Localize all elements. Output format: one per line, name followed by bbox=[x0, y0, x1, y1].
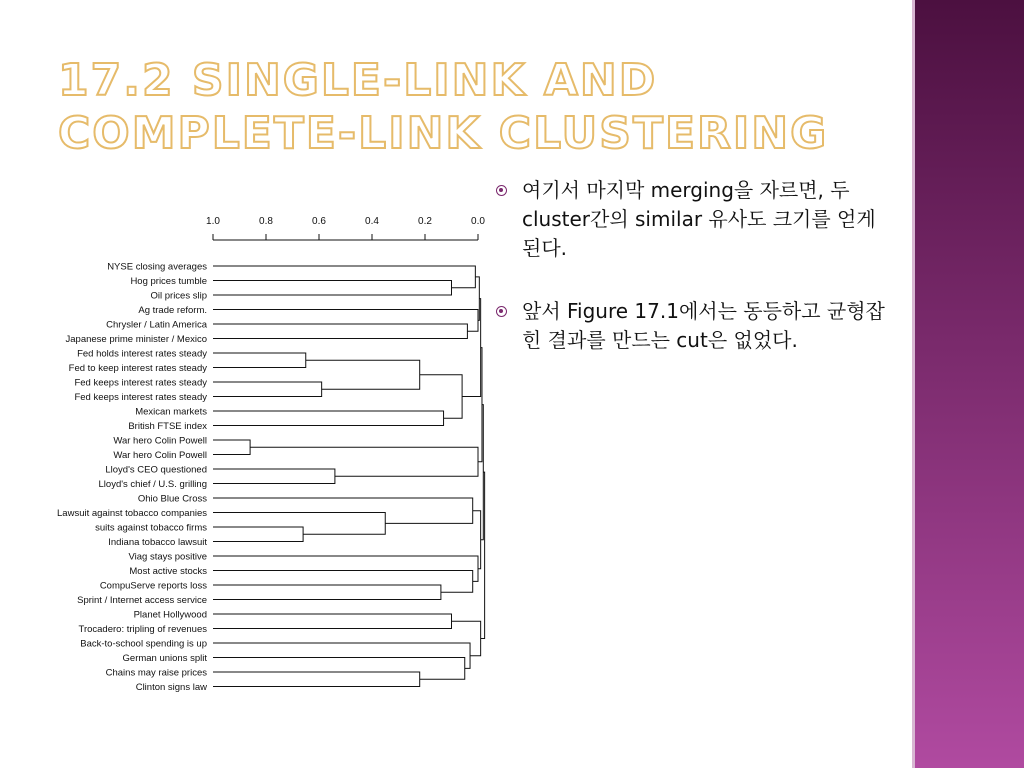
leaf-label: Hog prices tumble bbox=[130, 276, 207, 287]
dendrogram-link bbox=[213, 614, 452, 629]
leaf-label: Ohio Blue Cross bbox=[137, 493, 207, 505]
dendrogram-link bbox=[473, 511, 481, 569]
circled-dot-icon bbox=[496, 185, 507, 196]
leaf-label: War hero Colin Powell bbox=[113, 435, 207, 447]
dendrogram-link bbox=[213, 643, 470, 668]
dendrogram-link bbox=[213, 266, 475, 288]
dendrogram-link bbox=[213, 469, 335, 484]
dendrogram-link bbox=[452, 621, 481, 655]
side-band-edge bbox=[912, 0, 915, 768]
axis-tick-label: 0.0 bbox=[471, 216, 485, 227]
axis-tick-label: 0.2 bbox=[418, 216, 432, 227]
bullet-list bbox=[494, 176, 886, 389]
leaf-label: Clinton signs law bbox=[135, 682, 207, 693]
leaf-label: Lawsuit against tobacco companies bbox=[57, 508, 207, 519]
bullet-item-2 bbox=[494, 297, 886, 355]
dendrogram-link bbox=[213, 571, 473, 593]
bullet-text-1: 여기서 마지막 merging을 자르면, 두 cluster간의 similar 유사도 크기를 얻게 된다. bbox=[522, 178, 876, 260]
dendrogram-link bbox=[481, 472, 485, 638]
dendrogram-link bbox=[213, 324, 467, 339]
slide-title: 17.2 SINGLE-LINK AND COMPLETE-LINK CLUSTERING bbox=[58, 55, 829, 159]
dendrogram-link bbox=[213, 556, 478, 581]
leaf-label: Viag stays positive bbox=[128, 551, 207, 563]
axis-tick-label: 0.4 bbox=[365, 216, 379, 227]
leaf-label: War hero Colin Powell bbox=[113, 450, 207, 461]
leaf-label: Trocadero: tripling of revenues bbox=[78, 624, 207, 635]
leaf-label: Back-to-school spending is up bbox=[80, 638, 207, 650]
leaf-label: Oil prices slip bbox=[150, 290, 207, 302]
circled-dot-icon bbox=[496, 306, 507, 317]
bullet-text-2: 앞서 Figure 17.1에서는 동등하고 균형잡힌 결과를 만드는 cut은 없었다. bbox=[522, 299, 885, 352]
dendrogram-chart bbox=[0, 0, 500, 720]
leaf-label: Chrysler / Latin America bbox=[106, 319, 207, 331]
leaf-label: Ag trade reform. bbox=[138, 305, 207, 316]
dendrogram-link bbox=[213, 498, 473, 523]
leaf-label: Fed keeps interest rates steady bbox=[74, 377, 207, 389]
leaf-label: Planet Hollywood bbox=[133, 609, 207, 621]
dendrogram-link bbox=[306, 360, 420, 389]
leaf-label: Chains may raise prices bbox=[105, 667, 207, 679]
axis-tick-label: 1.0 bbox=[206, 216, 220, 227]
dendrogram-link bbox=[213, 353, 306, 368]
dendrogram-link bbox=[475, 277, 479, 321]
decorative-side-band bbox=[912, 0, 1024, 768]
leaf-label: Sprint / Internet access service bbox=[77, 595, 207, 606]
leaf-label: Fed holds interest rates steady bbox=[77, 348, 207, 360]
dendrogram-link bbox=[250, 447, 478, 476]
dendrogram-link bbox=[213, 281, 452, 296]
leaf-label: NYSE closing averages bbox=[107, 261, 207, 273]
leaf-label: Lloyd's CEO questioned bbox=[105, 464, 207, 476]
dendrogram-link bbox=[213, 513, 385, 535]
leaf-label: British FTSE index bbox=[128, 421, 207, 432]
leaf-label: Lloyd's chief / U.S. grilling bbox=[98, 479, 207, 490]
leaf-label: CompuServe reports loss bbox=[99, 580, 207, 592]
axis-tick-label: 0.8 bbox=[259, 216, 273, 227]
leaf-label: Japanese prime minister / Mexico bbox=[65, 334, 207, 345]
bullet-item-1 bbox=[494, 176, 886, 263]
dendrogram-link bbox=[213, 382, 322, 397]
dendrogram-link bbox=[213, 672, 420, 687]
axis-tick-label: 0.6 bbox=[312, 216, 326, 227]
dendrogram-link bbox=[213, 585, 441, 600]
dendrogram-link bbox=[213, 658, 465, 680]
leaf-label: Indiana tobacco lawsuit bbox=[108, 537, 207, 548]
dendrogram-link bbox=[213, 411, 444, 426]
leaf-label: Most active stocks bbox=[129, 566, 207, 577]
dendrogram-link bbox=[420, 375, 462, 419]
leaf-label: Fed to keep interest rates steady bbox=[68, 363, 207, 374]
leaf-label: Mexican markets bbox=[135, 406, 207, 418]
leaf-label: suits against tobacco firms bbox=[95, 522, 207, 534]
dendrogram-link bbox=[213, 310, 478, 332]
dendrogram-link bbox=[213, 527, 303, 542]
leaf-label: German unions split bbox=[122, 653, 207, 664]
dendrogram-link bbox=[478, 348, 482, 462]
dendrogram-link bbox=[213, 440, 250, 455]
leaf-label: Fed keeps interest rates steady bbox=[74, 392, 207, 403]
